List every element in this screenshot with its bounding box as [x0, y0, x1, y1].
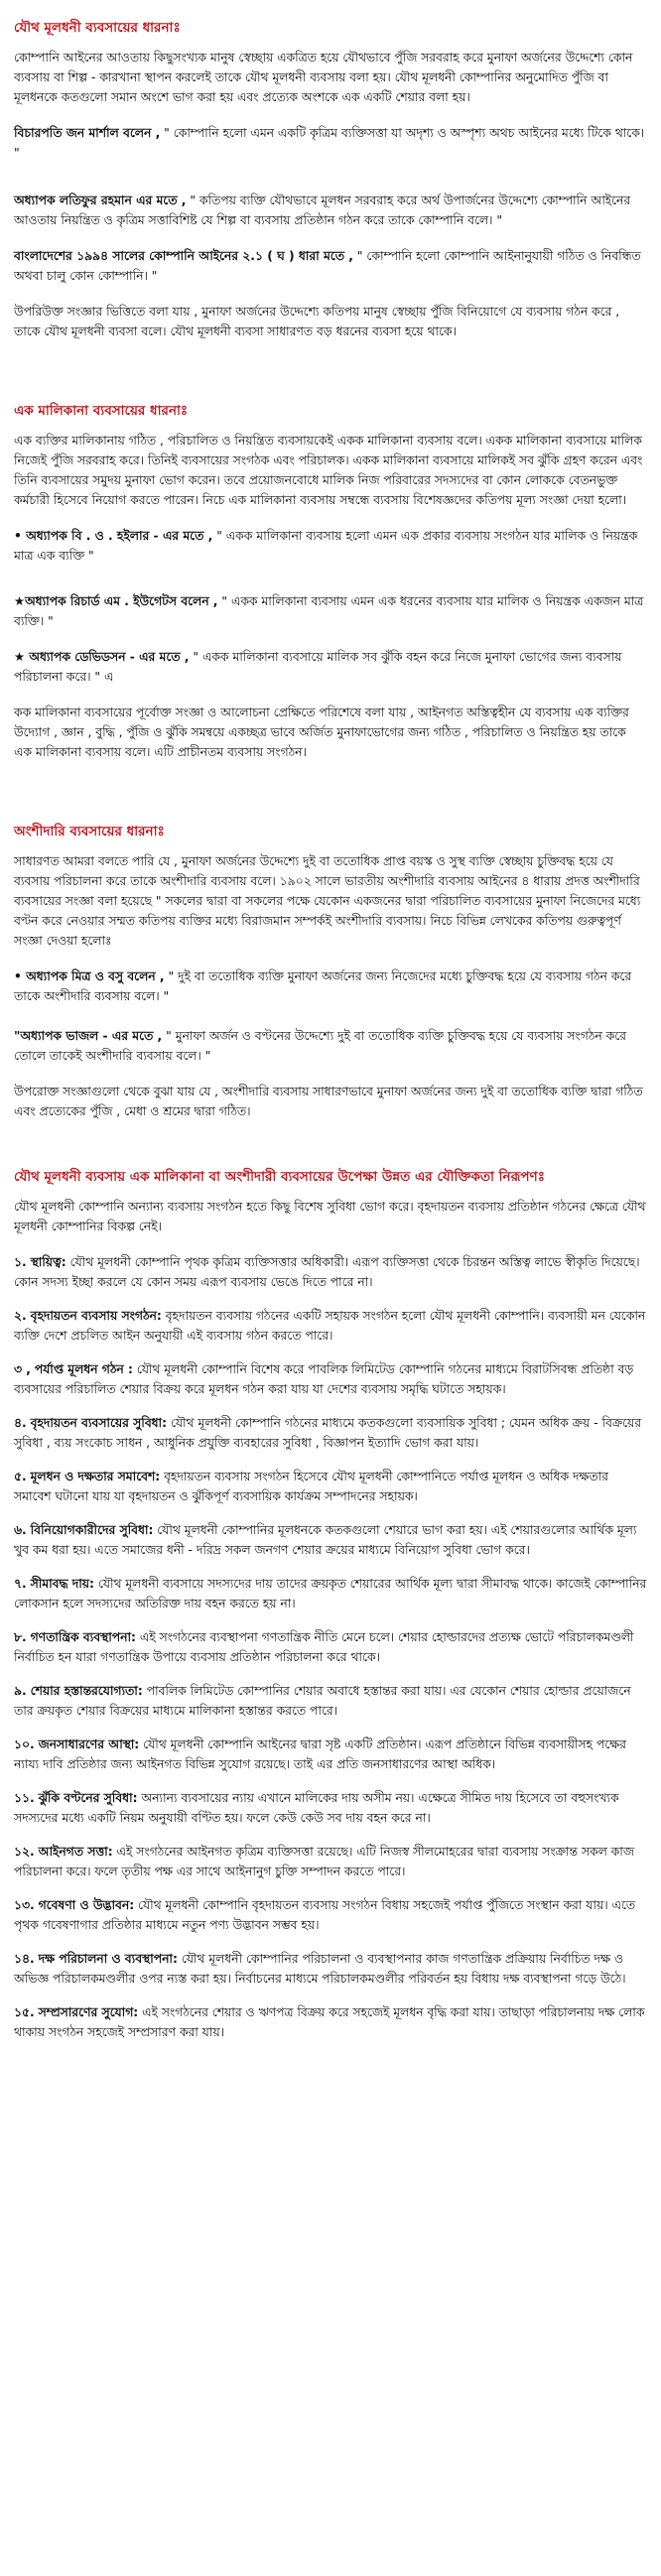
item-number: ৬.: [14, 1523, 27, 1537]
item-number: ১৩.: [14, 1898, 35, 1912]
section-heading: এক মালিকানা ব্যবসায়ের ধারনাঃ: [14, 403, 189, 419]
item-title: গবেষণা ও উদ্ভাবন:: [38, 1898, 135, 1912]
definition-paragraph: [14, 647, 647, 687]
definition-author: ★ অধ্যাপক ডেভিডসন - এর মতে ,: [14, 650, 190, 664]
definition-paragraph: [14, 246, 647, 286]
item-text: যৌথ মূলধনী কোম্পানি বৃহদায়তন ব্যবসায় সংগঠন বিধায় সহজেই পর্যাপ্ত পুঁজিতে সংস্থান করা যায়। এতে পৃথক গবেষণাগার প্রতিষ্ঠার মাধ্যমে নতুন পণ্য উদ্ভাবন সম্ভব হয়।: [14, 1898, 636, 1932]
item-text: এই সংগঠনের ব্যবস্থাপনা গণতান্ত্রিক নীতি মেনে চলে। শেয়ার হোল্ডারদের প্রত্যক্ষ ভোটে পরিচালকমণ্ডলী নির্বাচিত হন যারা গণতান্ত্রিক উপায়ে ব্যবসায় প্রতিষ্ঠান পরিচালনা করে থাকে।: [14, 1630, 634, 1664]
item-title: বৃহদায়তন ব্যবসায় সংগঠন:: [30, 1309, 162, 1323]
item-number: ১০.: [14, 1738, 35, 1751]
section-justification: [14, 1167, 647, 2042]
item-text: যৌথ মূলধনী কোম্পানি পৃথক কৃত্রিম ব্যক্তিসত্তার অধিকারী। এরূপ ব্যক্তিসত্তা থেকে চিরন্তন অস্তিত্ব লাভে স্বীকৃতি দিয়েছে। কোন সদস্য ইচ্ছা করলে যে কোন সময় এরূপ ব্যবসায় ভেঙে দিতে পারে না।: [14, 1255, 640, 1289]
item-title: ঝুঁকি বণ্টনের সুবিধা:: [38, 1791, 138, 1805]
section-sole-proprietorship: [14, 401, 647, 762]
item-number: ১১.: [14, 1791, 35, 1805]
item-text: বৃহদায়তন ব্যবসায় সংগঠন হিসেবে যৌথ মূলধনী কোম্পানিতে পর্যাপ্ত মূলধন ও অধিক দক্ষতার সমাবেশ ঘটানো যায় যা বৃহদায়তন ও ঝুঁকিপূর্ণ ব্যবসায়িক কার্যক্রম সম্পাদনের সহায়ক।: [14, 1470, 608, 1503]
advantage-item: [14, 1788, 647, 1828]
advantage-item: [14, 1520, 647, 1560]
definition-author: "অধ্যাপক ভাজল - এর মতে ,: [14, 1029, 163, 1043]
item-title: স্থায়িত্ব:: [30, 1255, 66, 1269]
intro-paragraph: যৌথ মূলধনী কোম্পানি অন্যান্য ব্যবসায় সংগঠন হতে কিছু বিশেষ সুবিধা ভোগ করে। বৃহদায়তন ব্যবসায় প্রতিষ্ঠান গঠনের ক্ষেত্রে যৌথ মূলধনী কোম্পানির বিকল্প নেই।: [14, 1200, 646, 1233]
item-text: এই সংগঠনের আইনগত কৃত্রিম ব্যক্তিসত্তা রয়েছে। এটি নিজস্ব সীলমোহরের দ্বারা ব্যবসায় সংক্রান্ত সকল কাজ পরিচালনা করে। ফলে তৃতীয় পক্ষ এর সাথে আইনানুগ চুক্তি সম্পাদন করতে পারে।: [14, 1845, 634, 1878]
item-title: বিনিয়োগকারীদের সুবিধা:: [30, 1523, 154, 1537]
advantage-item: [14, 1842, 647, 1881]
advantages-list: [14, 1252, 647, 2042]
definition-text: " একক মালিকানা ব্যবসায়ে মালিক সব ঝুঁকি বহন করে নিজে মুনাফা ভোগের জন্য ব্যবসায় পরিচালনা করে। " এ: [14, 650, 622, 684]
conclusion-paragraph: উপরোক্ত সংজ্ঞাগুলো থেকে বুঝা যায় যে , অংশীদারি ব্যবসায় সাধারণভাবে মুনাফা অর্জনের জন্য দুই বা ততোধিক ব্যক্তি দ্বারা গঠিত এবং প্রত্যেকের পুঁজি , মেধা ও শ্রমের দ্বারা গঠিত।: [14, 1085, 643, 1118]
definition-author: • অধ্যাপক মিত্র ও বসু বলেন ,: [14, 969, 165, 983]
item-number: ১৪.: [14, 1952, 35, 1966]
advantage-item: [14, 1681, 647, 1721]
definition-paragraph: [14, 966, 647, 1006]
item-number: ৪.: [14, 1416, 27, 1430]
item-number: ৮.: [14, 1630, 27, 1644]
intro-paragraph: এক ব্যক্তির মালিকানায় গঠিত , পরিচালিত ও নিয়ন্ত্রিত ব্যবসায়কেই একক মালিকানা ব্যবসায় বলে। একক মালিকানা ব্যবসায়ে মালিক নিজেই পুঁজি সরবরাহ করে। তিনিই ব্যবসায়ের সংগঠক এবং পরিচালক। একক মালিকানা ব্যবসায়ে মালিকই সব ঝুঁকি গ্রহণ করেন এবং তিনি ব্যবসায়ের সমুদয় মুনাফা ভোগ করেন। তবে প্রয়োজনবোধে মালিক নিজ পরিবারের সদস্যদের বা কোন লোককে বেতনভুক্ত কর্মচারী হিসেবে নিয়োগ করতে পারেন। নিচে এক মালিকানা ব্যবসায় সম্বন্ধে ব্যবসায় বিশেষজ্ঞদের কতিপয় মূল্য সংজ্ঞা দেয়া হলো।: [14, 434, 643, 507]
conclusion-paragraph: উপরিউক্ত সংজ্ঞার ভিত্তিতে বলা যায় , মুনাফা অর্জনের উদ্দেশ্যে কতিপয় মানুষ স্বেচ্ছায় পুঁজি বিনিয়োগে যে ব্যবসায় গঠন করে , তাকে যৌথ মূলধনী ব্যবসা বলে। যৌথ মূলধনী ব্যবসা সাধারণত বড় ধরনের ব্যবসা হয়ে থাকে।: [14, 305, 620, 338]
advantage-item: [14, 1895, 647, 1935]
item-number: ১.: [14, 1255, 27, 1269]
item-title: মূলধন ও দক্ষতার সমাবেশ:: [30, 1470, 161, 1483]
item-number: ৭.: [14, 1577, 27, 1591]
section-heading: যৌথ মূলধনী ব্যবসায় এক মালিকানা বা অংশীদারী ব্যবসায়ের উপেক্ষা উন্নত এর যৌক্তিকতা নিরূপণঃ: [14, 1169, 545, 1185]
item-number: ৩ ,: [14, 1362, 31, 1376]
definition-text: " কোম্পানি হলো কোম্পানি আইনানুযায়ী গঠিত ও নিবন্ধিত অথবা চালু কোন কোম্পানি। ": [14, 249, 641, 283]
item-number: ৫.: [14, 1470, 27, 1483]
item-text: যৌথ মূলধনী কোম্পানি গঠনের মাধ্যমে কতকগুলো ব্যবসায়িক সুবিধা ; যেমন অধিক ক্রয় - বিক্রয়ের সুবিধা , ব্যয় সংকোচ সাধন , আধুনিক প্রযুক্তি ব্যবহারের সুবিধা , বিজ্ঞাপন ইত্যাদি ভোগ করা যায়।: [14, 1416, 642, 1450]
definition-text: " কোম্পানি হলো এমন একটি কৃত্রিম ব্যক্তিসত্তা যা অদৃশ্য ও অস্পৃশ্য অথচ আইনের মধ্যে টিকে থাকে। ": [14, 126, 645, 160]
definition-paragraph: [14, 526, 647, 566]
item-title: সম্প্রসারণের সুযোগ:: [38, 2005, 139, 2019]
definition-paragraph: [14, 191, 647, 230]
definition-text: " একক মালিকানা ব্যবসায় হলো এমন এক প্রকার ব্যবসায় সংগঠন যার মালিক ও নিয়ন্ত্রক মাত্র এক ব্যক্তি ": [14, 529, 638, 563]
definition-author: বাংলাদেশের ১৯৯৪ সালের কোম্পানি আইনের ২.১ ( ঘ ) ধারা মতে ,: [14, 249, 353, 263]
section-joint-stock: [14, 18, 647, 341]
definition-text: " দুই বা ততোধিক ব্যক্তি মুনাফা অর্জনের জন্য নিজেদের মধ্যে চুক্তিবদ্ধ হয়ে যে ব্যবসায় গঠন করে তাকে অংশীদারি ব্যবসায় বলে। ": [14, 969, 632, 1003]
section-heading: অংশীদারি ব্যবসায়ের ধারনাঃ: [14, 824, 165, 839]
item-text: অন্যান্য ব্যবসায়ের ন্যায় এখানে মালিকের দায় অসীম নয়। এক্ষেত্রে সীমিত দায় হিসেবে তা বহুসংখ্যক সদস্যদের মধ্যে একটি নিয়ম অনুযায়ী বণ্টিত হয়। ফলে কেউ কেউ সব দায় বহন করে না।: [14, 1791, 619, 1825]
section-heading: যৌথ মূলধনী ব্যবসায়ের ধারনাঃ: [14, 20, 181, 36]
item-number: ১২.: [14, 1845, 35, 1859]
item-text: এই সংগঠনের শেয়ার ও ঋণপত্র বিক্রয় করে সহজেই মূলধন বৃদ্ধি করা যায়। তাছাড়া পরিচালনায় দক্ষ লোক থাকায় সংগঠন সহজেই সম্প্রসারণ করা যায়।: [14, 2005, 645, 2039]
intro-paragraph: সাধারণত আমরা বলতে পারি যে , মুনাফা অর্জনের উদ্দেশ্যে দুই বা ততোধিক প্রাপ্ত বয়স্ক ও সুস্থ ব্যক্তি স্বেচ্ছায় চুক্তিবদ্ধ হয়ে যে ব্যবসায় পরিচালনা করে তাকে অংশীদারি ব্যবসায় বলে। ১৯০২ সালে ভারতীয় অংশীদারি ব্যবসায় আইনের ৪ ধারায় প্রদত্ত অংশীদারি ব্যবসায়ের সংজ্ঞা বলা হয়েছে " সকলের দ্বারা বা সকলের পক্ষে যেকোন একজনের দ্বারা পরিচালিত ব্যবসায়ের মুনাফা নিজেদের মধ্যে বণ্টন করে নেওয়ার সম্মত কতিপয় ব্যক্তির মধ্যে বিরাজমান সম্পর্কই অংশীদারি ব্যবসায়। নিচে বিভিন্ন লেখকের কতিপয় গুরুত্বপূর্ণ সংজ্ঞা দেওয়া হলোঃ: [14, 854, 641, 948]
advantage-item: [14, 1306, 647, 1346]
item-text: যৌথ মূলধনী কোম্পানির পরিচালনা ও ব্যবস্থাপনার কাজ গণতান্ত্রিক প্রক্রিয়ায় নির্বাচিত দক্ষ ও অভিজ্ঞ পরিচালকমণ্ডলীর ওপর ন্যস্ত করা হয়। নির্বাচনের মাধ্যমে পরিচালকমণ্ডলীর পরিবর্তন হয় বিধায় দক্ষ ব্যবস্থাপনা গড়ে উঠে।: [14, 1952, 626, 1986]
advantage-item: [14, 1359, 647, 1399]
item-title: আইনগত সত্তা:: [38, 1845, 113, 1859]
item-title: বৃহদায়তন ব্যবসায়ের সুবিধা:: [30, 1416, 168, 1430]
advantage-item: [14, 1574, 647, 1613]
advantage-item: [14, 1735, 647, 1774]
item-title: দক্ষ পরিচালনা ও ব্যবস্থাপনা:: [38, 1952, 178, 1966]
definition-author: বিচারপতি জন মার্শাল বলেন ,: [14, 126, 161, 140]
item-text: যৌথ মূলধনী ব্যবসায়ে সদস্যদের দায় তাদের ক্রয়কৃত শেয়ারের আর্থিক মূল্য দ্বারা সীমাবদ্ধ থাকে। কাজেই কোম্পানির লোকসান হলে সদস্যদের অতিরিক্ত দায় বহন করতে হয় না।: [14, 1577, 647, 1610]
item-title: পর্যাপ্ত মূলধন গঠন :: [34, 1362, 133, 1376]
item-number: ২.: [14, 1309, 27, 1323]
advantage-item: [14, 1949, 647, 1989]
definition-text: " একক মালিকানা ব্যবসায় এমন এক ধরনের ব্যবসায় যার মালিক ও নিয়ন্ত্রক একজন মাত্র ব্যক্তি। ": [14, 594, 644, 628]
definition-paragraph: [14, 123, 647, 163]
advantage-item: [14, 1627, 647, 1667]
advantage-item: [14, 1413, 647, 1453]
item-number: ৯.: [14, 1684, 27, 1698]
item-title: গণতান্ত্রিক ব্যবস্থাপনা:: [30, 1630, 136, 1644]
definition-author: • অধ্যাপক বি . ও . হইলার - এর মতে ,: [14, 529, 213, 543]
definition-author: ★অধ্যাপক রিচার্ড এম . ইউগেটস বলেন ,: [14, 594, 218, 608]
item-title: জনসাধারণের আস্থা:: [38, 1738, 140, 1751]
item-number: ১৫.: [14, 2005, 35, 2019]
item-text: যৌথ মূলধনী কোম্পানি আইনের দ্বারা সৃষ্ট একটি প্রতিষ্ঠান। এরূপ প্রতিষ্ঠানে বিভিন্ন ব্যবসায়ীসহ পক্ষের ন্যায্য দাবি প্রতিষ্ঠার জন্য আইনগত বিভিন্ন সুযোগ রয়েছে। তাই এর প্রতি জনসাধারণের আস্থা অধিক।: [14, 1738, 626, 1771]
definition-paragraph: [14, 591, 647, 631]
item-text: যৌথ মূলধনী কোম্পানি বিশেষ করে পাবলিক লিমিটেড কোম্পানি গঠনের মাধ্যমে বিরাটসিবন্ধ প্রতিষ্ঠা বড় ব্যবসায়ের পরিচালিত শেয়ার বিক্রয় করে মূলধন গঠন করা যায় যা দেশের ব্যবসায় সমৃদ্ধি ঘটাতে সহায়ক।: [14, 1362, 634, 1396]
definition-text: " কতিপয় ব্যক্তি যৌথভাবে মূলধন সরবরাহ করে অর্থ উপার্জনের উদ্দেশ্যে কোম্পানি আইনের আওতায় নিয়ন্ত্রিত ও কৃত্রিম সত্তাবিশিষ্ট যে শিল্প বা ব্যবসায় প্রতিষ্ঠান গঠন করে তাকে কোম্পানি বলে। ": [14, 193, 631, 227]
definition-text: " মুনাফা অর্জন ও বণ্টনের উদ্দেশ্যে দুই বা ততোধিক ব্যক্তি চুক্তিবদ্ধ হয়ে যে ব্যবসায় সংগঠন করে তোলে তাকেই অংশীদারি ব্যবসায় বলে। ": [14, 1029, 626, 1063]
item-text: পাবলিক লিমিটেড কোম্পানির শেয়ার অবাধে হস্তান্তর করা যায়। এর যেকোন শেয়ার হোল্ডার প্রয়োজনে তার ক্রয়কৃত শেয়ার বিক্রয়ের মাধ্যমে মালিকানা হস্তান্তর করতে পারে।: [14, 1684, 631, 1718]
item-title: শেয়ার হস্তান্তরযোগ্যতা:: [30, 1684, 143, 1698]
definition-paragraph: [14, 1026, 647, 1066]
advantage-item: [14, 1252, 647, 1292]
section-partnership: [14, 822, 647, 1121]
item-text: যৌথ মূলধনী কোম্পানির মূলধনকে কতকগুলো শেয়ারে ভাগ করা হয়। এই শেয়ারগুলোর আর্থিক মূল্য খুব কম ধরা হয়। এতে সমাজের ধনী - দরিদ্র সকল জনগণ শেয়ার ক্রয়ের মাধ্যমে বিনিয়োগ সুবিধা ভোগ করে।: [14, 1523, 637, 1557]
item-text: বৃহদায়তন ব্যবসায় গঠনের একটি সহায়ক সংগঠন হলো যৌথ মূলধনী কোম্পানি। ব্যবসায়ী মন যেকোন ব্যক্তি দেশে প্রচলিত আইন অনুযায়ী এই ব্যবসায় গঠন করতে পারে।: [14, 1309, 646, 1343]
advantage-item: [14, 1467, 647, 1506]
item-title: সীমাবদ্ধ দায়:: [30, 1577, 94, 1591]
advantage-item: [14, 2002, 647, 2042]
intro-paragraph: কোম্পানি আইনের আওতায় কিছুসংখ্যক মানুষ স্বেচ্ছায় একত্রিত হয়ে যৌথভাবে পুঁজি সরবরাহ করে মুনাফা অর্জনের উদ্দেশ্যে কোন ব্যবসায় বা শিল্প - কারখানা স্থাপন করলেই তাকে যৌথ মূলধনী ব্যবসায় বলা হয়। যৌথ মূলধনী কোম্পানির অনুমোদিত পুঁজি বা মূলধনকে কতগুলো সমান অংশে ভাগ করা হয় এবং প্রত্যেক অংশকে এক একটি শেয়ার বলা হয়।: [14, 51, 633, 104]
conclusion-paragraph: কক মালিকানা ব্যবসায়ের পূর্বোক্ত সংজ্ঞা ও আলোচনা প্রেক্ষিতে পরিশেষে বলা যায় , আইনগত অস্তিত্বহীন যে ব্যবসায় এক ব্যক্তির উদ্যোগ , জ্ঞান , বুদ্ধি , পুঁজি ও ঝুঁকি সমন্বয়ে একচ্ছত্র ভাবে অর্জিত মুনাফাভোগের জন্য গঠিত , পরিচালিত ও নিয়ন্ত্রিত হয় তাকে এক মালিকানা ব্যবসায় বলে। এটি প্রাচীনতম ব্যবসায় সংগঠন।: [14, 706, 629, 759]
definition-author: অধ্যাপক লতিফুর রহমান এর মতে ,: [14, 193, 187, 207]
